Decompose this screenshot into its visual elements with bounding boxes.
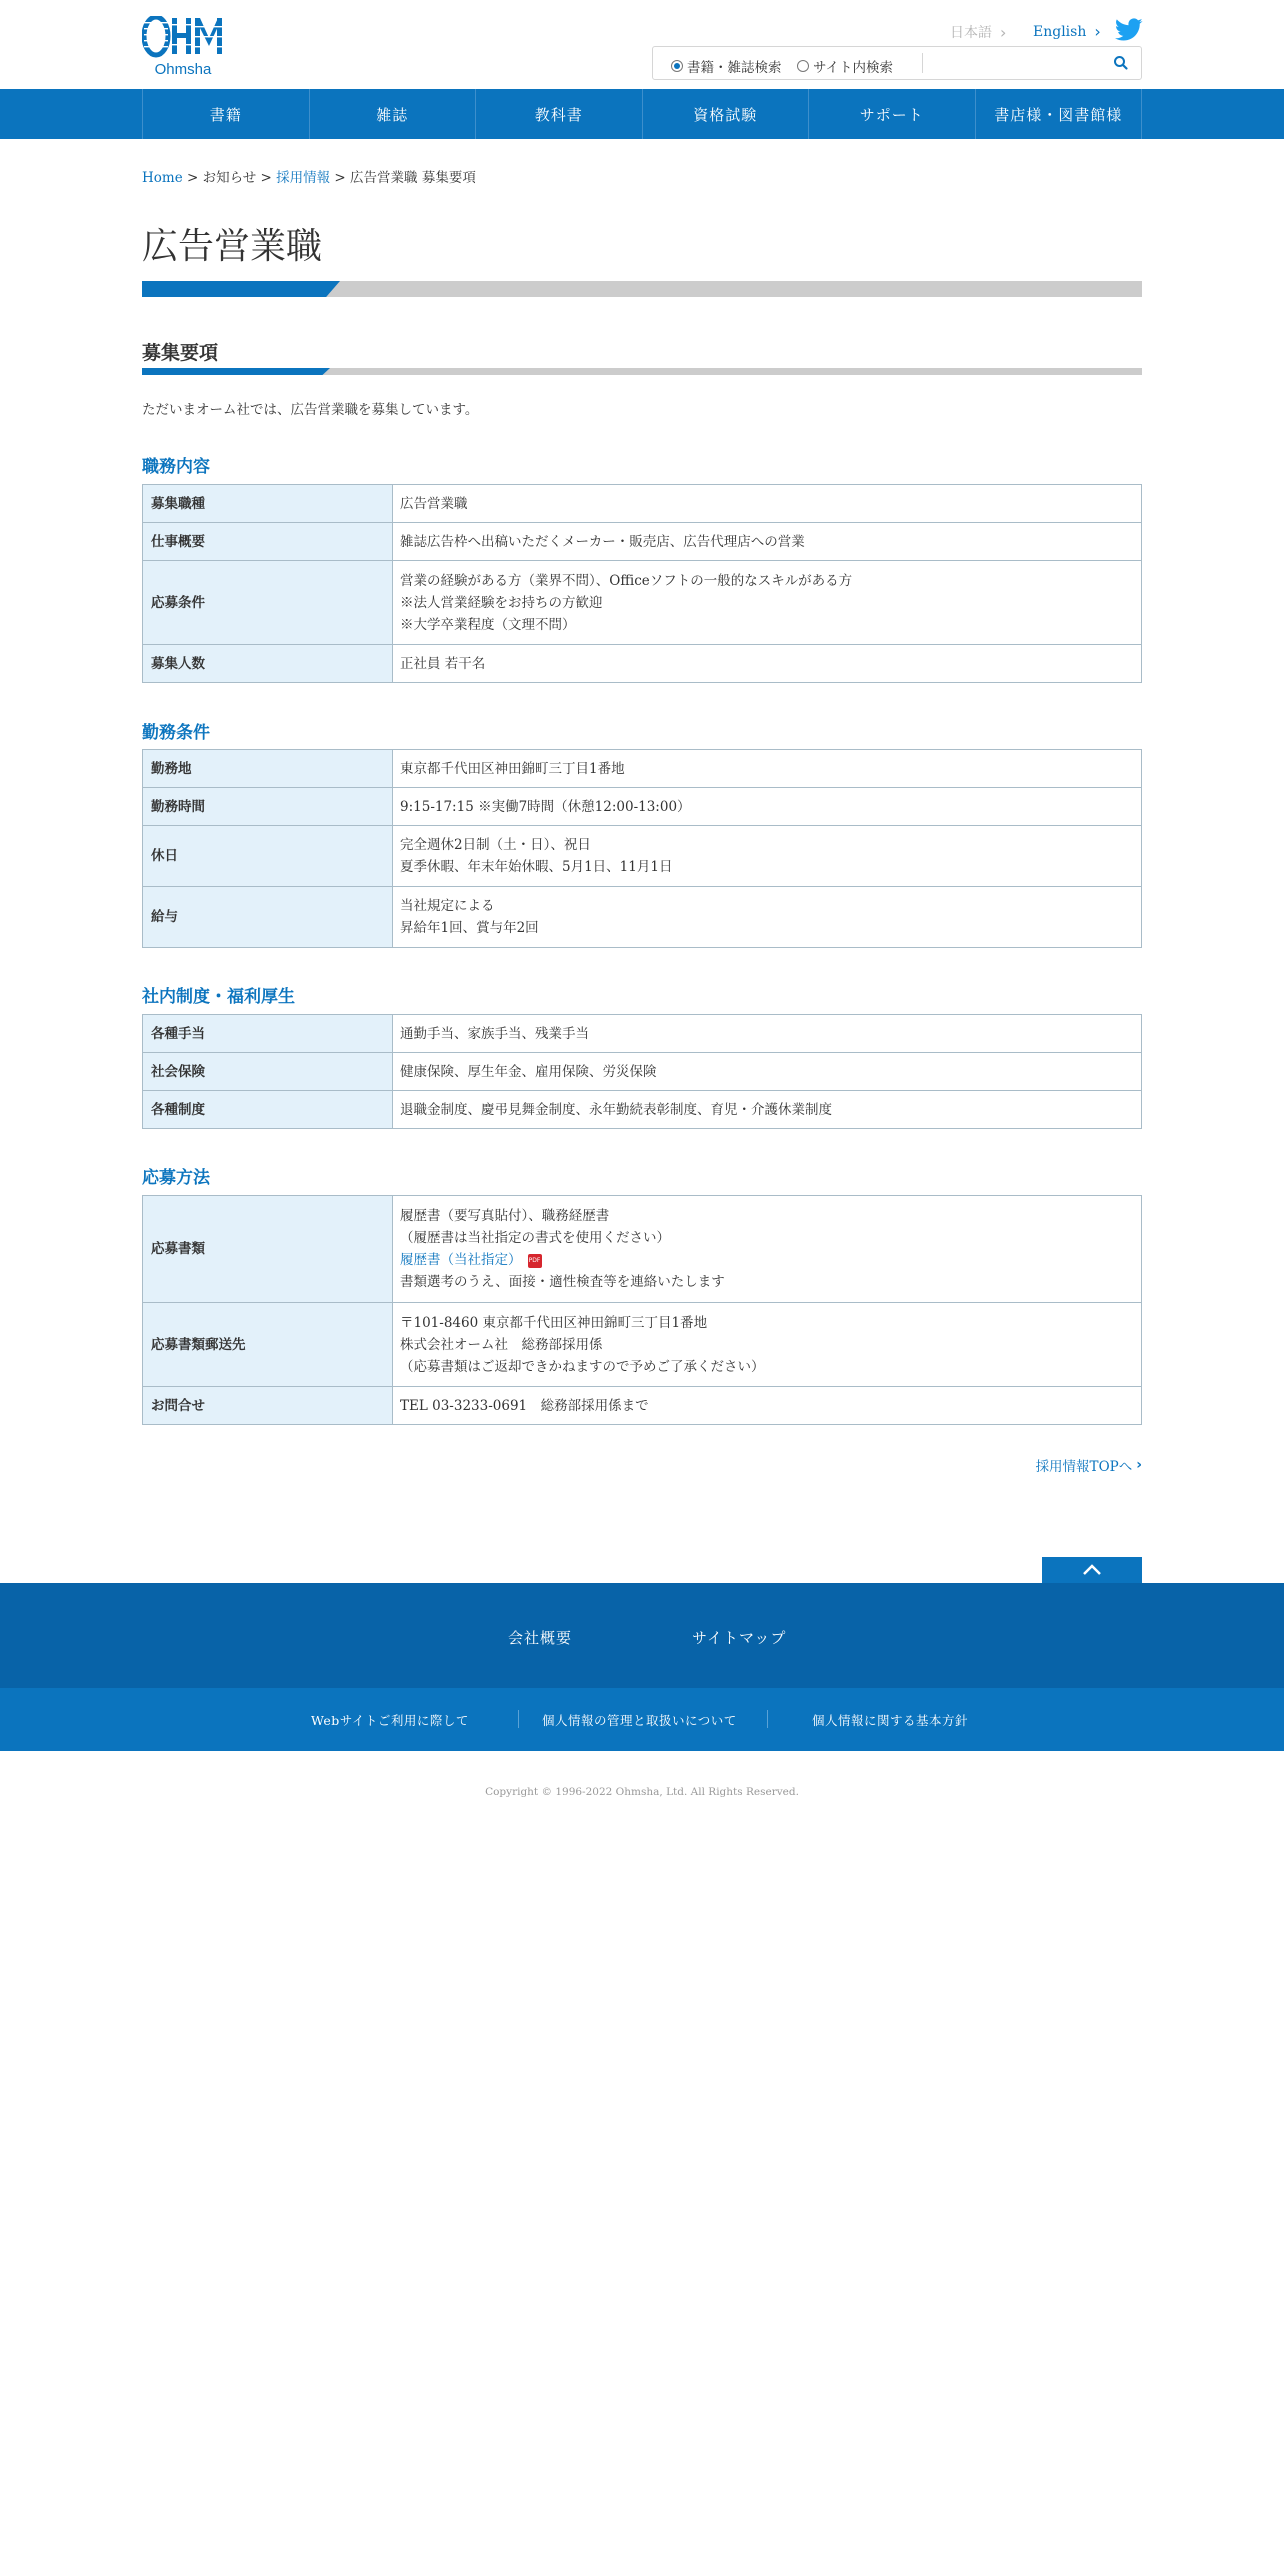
breadcrumb-home[interactable]: Home bbox=[142, 170, 183, 186]
row-value-line: 雑誌広告枠へ出稿いただくメーカー・販売店、広告代理店への営業 bbox=[400, 533, 805, 550]
chevron-right-icon: › bbox=[1094, 22, 1101, 41]
pdf-icon: PDF bbox=[528, 1254, 542, 1268]
row-value bbox=[393, 1091, 1142, 1129]
row-value-line: （履歴書は当社指定の書式を使用ください） bbox=[400, 1230, 670, 1246]
radio-books-search[interactable] bbox=[671, 56, 782, 76]
row-value-line: 履歴書（要写真貼付）、職務経歴書 bbox=[400, 1208, 610, 1224]
radio-site-label: サイト内検索 bbox=[813, 60, 894, 76]
radio-site-search[interactable] bbox=[797, 56, 893, 76]
row-label: 勤務時間 bbox=[143, 788, 393, 826]
row-value-line: 昇給年1回、賞与年2回 bbox=[400, 920, 539, 936]
radio-selected-icon bbox=[671, 60, 683, 72]
row-value-line: 書類選考のうえ、面接・適性検査等を連絡いたします bbox=[400, 1274, 725, 1290]
row-value-line: 退職金制度、慶弔見舞金制度、永年勤続表彰制度、育児・介護休業制度 bbox=[400, 1101, 832, 1118]
row-value-line: （応募書類はご返却できかねますので予めご了承ください） bbox=[400, 1358, 765, 1375]
job-heading: 職務内容 bbox=[142, 457, 210, 477]
resume-pdf-line bbox=[400, 1249, 1133, 1271]
lang-english-link[interactable] bbox=[1033, 22, 1101, 41]
ohmsha-logo[interactable] bbox=[142, 16, 224, 80]
row-label: 社会保険 bbox=[143, 1053, 393, 1091]
row-value-line: 当社規定による bbox=[400, 898, 495, 914]
ohmsha-logo-mark bbox=[142, 16, 224, 80]
section-title-underline-accent bbox=[142, 368, 330, 375]
row-value bbox=[393, 485, 1142, 523]
row-value-line: 健康保険、厚生年金、雇用保険、労災保険 bbox=[400, 1063, 657, 1080]
resume-pdf-link[interactable]: 履歴書（当社指定） bbox=[400, 1252, 522, 1268]
row-value-line: 営業の経験がある方（業界不問）、Officeソフトの一般的なスキルがある方 bbox=[400, 572, 853, 589]
apply-table bbox=[142, 1195, 1142, 1425]
page-title-underline-accent bbox=[142, 281, 340, 297]
footer-divider bbox=[767, 1710, 768, 1728]
svg-text:Ohmsha: Ohmsha bbox=[154, 61, 212, 78]
copyright: Copyright © 1996-2022 Ohmsha, Ltd. All Rights Reserved. bbox=[485, 1786, 799, 1798]
nav-item-certification[interactable]: 資格試験 bbox=[643, 89, 810, 139]
welfare-heading: 社内制度・福利厚生 bbox=[142, 987, 295, 1007]
lang-japanese-label: 日本語 bbox=[950, 25, 992, 41]
section-title: 募集要項 bbox=[142, 342, 219, 364]
table-row bbox=[143, 485, 1142, 523]
page-title-underline bbox=[142, 281, 1142, 297]
search-divider bbox=[922, 53, 923, 73]
footer-privacy-handling-link[interactable]: 個人情報の管理と取扱いについて bbox=[542, 1713, 737, 1728]
chevron-right-icon: › bbox=[1000, 22, 1007, 42]
apply-heading: 応募方法 bbox=[142, 1168, 210, 1188]
row-value-line: 夏季休暇、年末年始休暇、5月1日、11月1日 bbox=[400, 859, 673, 875]
table-row bbox=[143, 887, 1142, 948]
footer-privacy-policy-link[interactable]: 個人情報に関する基本方針 bbox=[812, 1713, 969, 1728]
row-label: 応募書類郵送先 bbox=[143, 1303, 393, 1387]
global-nav-list bbox=[142, 89, 1142, 139]
breadcrumb-separator: > bbox=[256, 170, 277, 186]
breadcrumb-recruit[interactable]: 採用情報 bbox=[276, 170, 331, 186]
table-row bbox=[143, 1053, 1142, 1091]
row-value bbox=[393, 788, 1142, 826]
row-value bbox=[393, 750, 1142, 788]
row-value-line: 完全週休2日制（土・日）、祝日 bbox=[400, 837, 591, 853]
lang-english-label: English bbox=[1033, 23, 1087, 40]
breadcrumb bbox=[142, 166, 476, 186]
row-value bbox=[393, 887, 1142, 948]
search-icon[interactable] bbox=[1112, 54, 1130, 72]
row-label: 応募条件 bbox=[143, 561, 393, 645]
twitter-icon[interactable] bbox=[1115, 18, 1143, 42]
row-label: 各種手当 bbox=[143, 1015, 393, 1053]
row-value bbox=[393, 561, 1142, 645]
row-label: 募集職種 bbox=[143, 485, 393, 523]
row-value-line: TEL 03-3233-0691 総務部採用係まで bbox=[400, 1397, 649, 1414]
footer-company-link[interactable]: 会社概要 bbox=[508, 1629, 573, 1647]
footer-sitemap-link[interactable]: サイトマップ bbox=[692, 1629, 787, 1647]
page-top-button[interactable] bbox=[1042, 1557, 1142, 1583]
row-value-line: 広告営業職 bbox=[400, 495, 468, 512]
row-value-line: ※法人営業経験をお持ちの方歓迎 bbox=[400, 594, 603, 611]
page-title: 広告営業職 bbox=[142, 226, 323, 267]
row-value bbox=[393, 523, 1142, 561]
chevron-up-icon bbox=[1081, 1563, 1103, 1577]
table-row bbox=[143, 1303, 1142, 1387]
row-label: 募集人数 bbox=[143, 645, 393, 683]
table-row bbox=[143, 1091, 1142, 1129]
table-row bbox=[143, 750, 1142, 788]
row-value-line: 株式会社オーム社 総務部採用係 bbox=[400, 1336, 603, 1353]
footer-terms-link[interactable]: Webサイトご利用に際して bbox=[311, 1713, 469, 1728]
table-row bbox=[143, 788, 1142, 826]
row-label: 各種制度 bbox=[143, 1091, 393, 1129]
row-label: 休日 bbox=[143, 826, 393, 887]
table-row bbox=[143, 561, 1142, 645]
row-label: 仕事概要 bbox=[143, 523, 393, 561]
row-value bbox=[393, 1053, 1142, 1091]
nav-item-bookstores-libraries[interactable]: 書店様・図書館様 bbox=[976, 89, 1143, 139]
site-header bbox=[0, 0, 1284, 89]
conditions-heading: 勤務条件 bbox=[142, 723, 210, 743]
search-input[interactable] bbox=[928, 51, 1103, 75]
row-value bbox=[393, 1015, 1142, 1053]
row-value-line: 9:15-17:15 ※実働7時間（休憩12:00-13:00） bbox=[400, 798, 691, 815]
row-label: お問合せ bbox=[143, 1387, 393, 1425]
row-value bbox=[393, 1303, 1142, 1387]
row-value bbox=[393, 1196, 1142, 1303]
footer-main bbox=[0, 1583, 1284, 1688]
recruit-top-label: 採用情報TOPへ bbox=[1035, 1459, 1133, 1475]
table-row bbox=[143, 826, 1142, 887]
global-nav bbox=[0, 89, 1284, 139]
welfare-table bbox=[142, 1014, 1142, 1129]
footer-divider bbox=[518, 1710, 519, 1728]
table-row bbox=[143, 523, 1142, 561]
job-table bbox=[142, 484, 1142, 683]
table-row bbox=[143, 645, 1142, 683]
row-value-line: ※大学卒業程度（文理不問） bbox=[400, 616, 576, 633]
footer-sub bbox=[0, 1688, 1284, 1751]
nav-item-textbooks[interactable]: 教科書 bbox=[476, 89, 643, 139]
section-title-underline bbox=[142, 368, 1142, 375]
row-value bbox=[393, 1387, 1142, 1425]
row-value-line: 通勤手当、家族手当、残業手当 bbox=[400, 1025, 589, 1042]
conditions-table bbox=[142, 749, 1142, 948]
nav-item-support[interactable]: サポート bbox=[809, 89, 976, 139]
nav-item-books[interactable]: 書籍 bbox=[143, 89, 310, 139]
table-row bbox=[143, 1015, 1142, 1053]
chevron-right-icon: › bbox=[1136, 1457, 1142, 1473]
breadcrumb-current: 広告営業職 募集要項 bbox=[350, 170, 476, 186]
row-value-line: 正社員 若干名 bbox=[400, 655, 486, 672]
table-row bbox=[143, 1196, 1142, 1303]
row-value bbox=[393, 645, 1142, 683]
row-label: 給与 bbox=[143, 887, 393, 948]
row-value bbox=[393, 826, 1142, 887]
radio-books-label: 書籍・雑誌検索 bbox=[687, 60, 782, 76]
row-value-line: 東京都千代田区神田錦町三丁目1番地 bbox=[400, 760, 625, 777]
recruit-top-link[interactable] bbox=[1036, 1455, 1142, 1475]
intro-text: ただいまオーム社では、広告営業職を募集しています。 bbox=[142, 402, 479, 418]
row-label: 勤務地 bbox=[143, 750, 393, 788]
radio-unselected-icon bbox=[797, 60, 809, 72]
breadcrumb-separator: > bbox=[182, 170, 203, 186]
row-value-line: 〒101-8460 東京都千代田区神田錦町三丁目1番地 bbox=[400, 1314, 708, 1331]
row-label: 応募書類 bbox=[143, 1196, 393, 1303]
search-box bbox=[652, 46, 1142, 80]
table-row bbox=[143, 1387, 1142, 1425]
nav-item-magazines[interactable]: 雑誌 bbox=[310, 89, 477, 139]
breadcrumb-separator: > bbox=[330, 170, 351, 186]
lang-japanese-link[interactable] bbox=[950, 22, 1006, 42]
breadcrumb-news: お知らせ bbox=[202, 170, 257, 186]
